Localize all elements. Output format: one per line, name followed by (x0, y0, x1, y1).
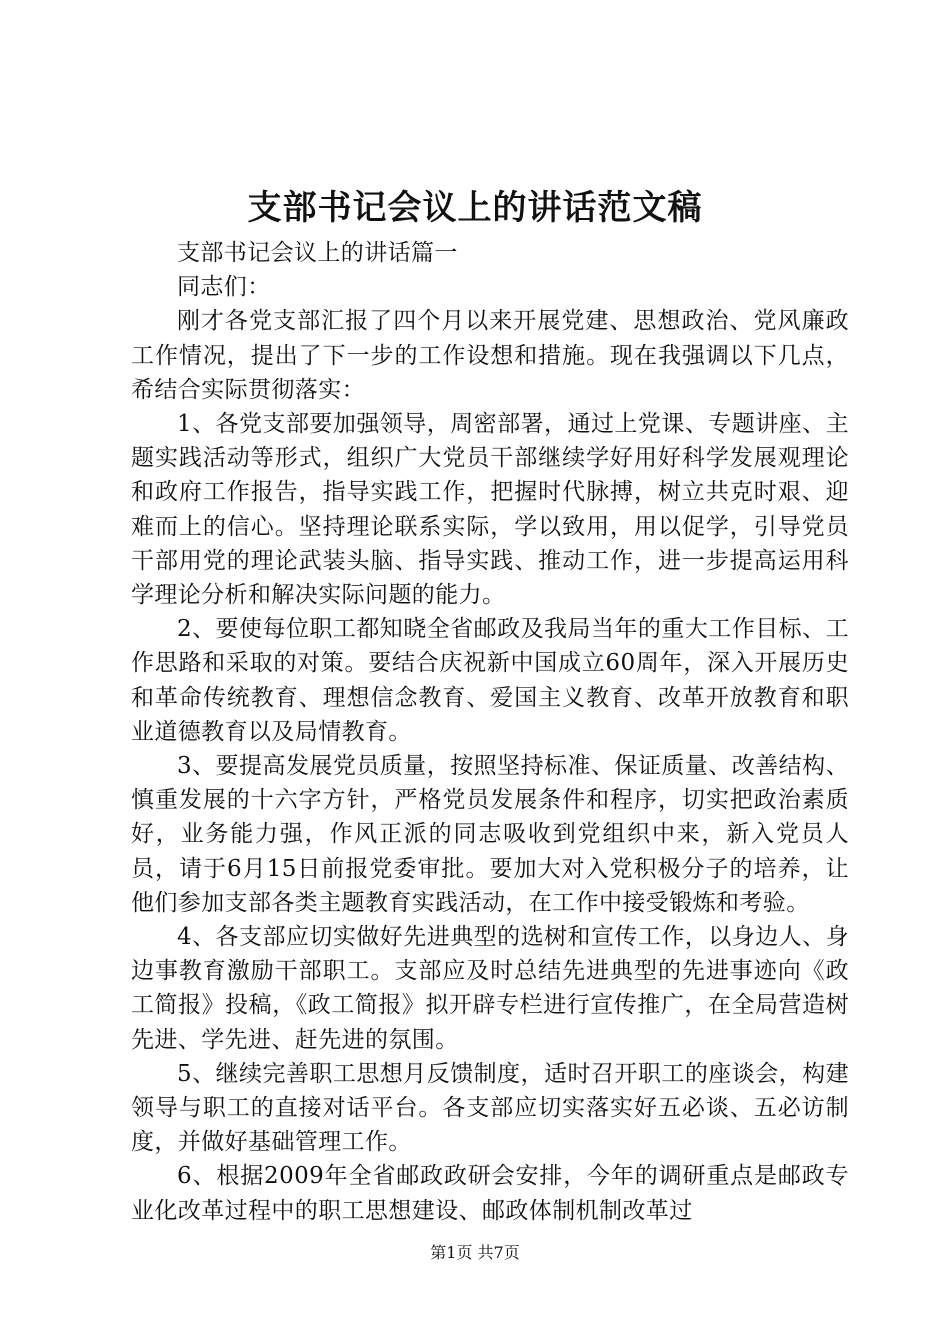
paragraph-item-3: 3、要提高发展党员质量，按照坚持标准、保证质量、改善结构、慎重发展的十六字方针，严格党员发展条件和程序，切实把政治素质好，业务能力强，作风正派的同志吸收到党组织中来，新入党员人员，请于6月15日前报党委审批。要加大对入党积极分子的培养，让他们参加支部各类主题教育实践活动，在工作中接受锻炼和考验。 (131, 753, 849, 916)
paragraph-item-6: 6、根据2009年全省邮政政研会安排，今年的调研重点是邮政专业化改革过程中的职工思想建设、邮政体制机制改革过 (131, 1163, 849, 1224)
salutation: 同志们： (177, 274, 271, 301)
document-body (131, 236, 849, 1228)
paragraph-item-4: 4、各支部应切实做好先进典型的选树和宣传工作，以身边人、身边事教育激励干部职工。支部应及时总结先进典型的先进事迹向《政工简报》投稿，《政工简报》拟开辟专栏进行宣传推广，在全局营造树先进、学先进、赶先进的氛围。 (131, 924, 849, 1053)
paragraph-item-1: 1、各党支部要加强领导，周密部署，通过上党课、专题讲座、主题实践活动等形式，组织广大党员干部继续学好用好科学发展观理论和政府工作报告，指导实践工作，把握时代脉搏，树立共克时艰、迎难而上的信心。坚持理论联系实际，学以致用，用以促学，引导党员干部用党的理论武装头脑、指导实践、推动工作，进一步提高运用科学理论分析和解决实际问题的能力。 (131, 411, 849, 609)
page-footer: 第1页 共7页 (430, 1243, 520, 1262)
paragraph-item-5: 5、继续完善职工思想月反馈制度，适时召开职工的座谈会，构建领导与职工的直接对话平台。各支部应切实落实好五必谈、五必访制度，并做好基础管理工作。 (131, 1060, 849, 1156)
section-heading: 支部书记会议上的讲话篇一 (177, 240, 458, 266)
paragraph-intro: 刚才各党支部汇报了四个月以来开展党建、思想政治、党风廉政工作情况，提出了下一步的工作设想和措施。现在我强调以下几点，希结合实际贯彻落实： (131, 308, 849, 403)
paragraph-item-2: 2、要使每位职工都知晓全省邮政及我局当年的重大工作目标、工作思路和采取的对策。要结合庆祝新中国成立60周年，深入开展历史和革命传统教育、理想信念教育、爱国主义教育、改革开放教育和职业道德教育以及局情教育。 (131, 616, 849, 745)
document-title: 支部书记会议上的讲话范文稿 (247, 188, 703, 228)
